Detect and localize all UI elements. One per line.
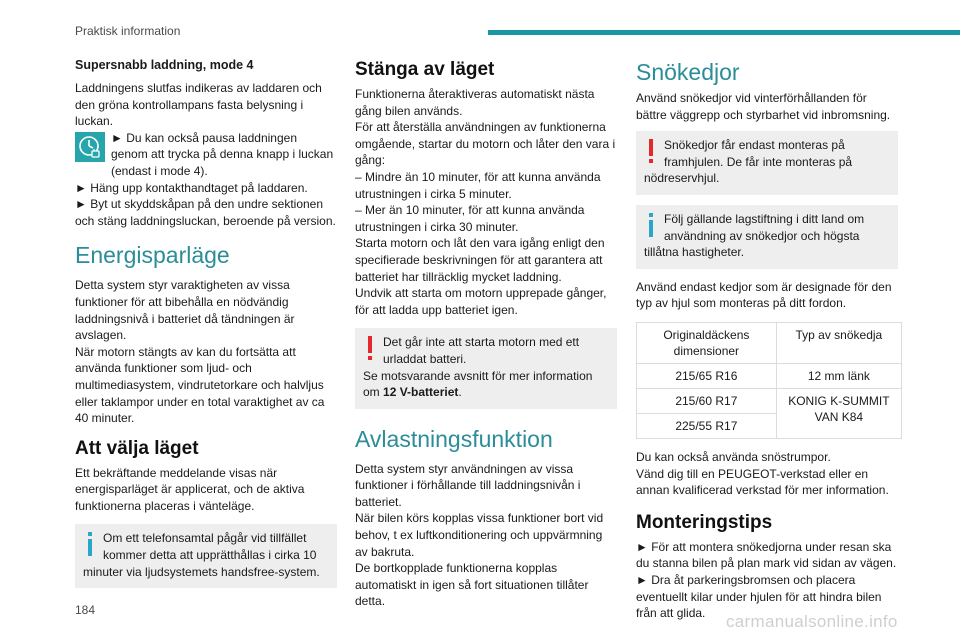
warning-icon: [644, 137, 662, 167]
load-shedding-p1: Detta system styr användningen av vissa funktioner i förhållande till laddningsnivån i batteriet.: [355, 461, 581, 509]
snow-chains-intro: Använd snökedjor vid vinterförhållanden för bättre väggrepp och styrbarhet vid inbromsning.: [636, 91, 891, 122]
disable-mode-p3: – Mindre än 10 minuter, för att kunna använda utrustningen i cirka 5 minuter.: [355, 169, 601, 201]
hang-connector-text: ► Häng upp kontakthandtaget på laddaren.: [75, 180, 308, 195]
disable-mode-p1: Funktionerna återaktiveras automatiskt nästa gång bilen används.: [355, 87, 595, 118]
warning-box-front-wheels: [636, 131, 898, 195]
warning-box-period: .: [458, 385, 462, 400]
mounting-tips-title: Monteringstips: [636, 511, 773, 533]
disable-mode-p4: – Mer än 10 minuter, för att kunna använda utrustningen i cirka 30 minuter.: [355, 203, 585, 234]
warning-box-battery-text-1: Det går inte att starta motorn med ett urladdat batteri.: [383, 335, 580, 366]
table-cell: KONIG K-SUMMIT VAN K84: [776, 388, 901, 438]
info-box-phone-call: [75, 524, 337, 588]
info-icon: [644, 211, 662, 241]
charge-pause-button-icon: [75, 132, 105, 162]
charging-end-text: Laddningens slutfas indikeras av laddaren och den gröna kontrollampans fasta belysning i luckan.: [75, 81, 322, 129]
warning-box-battery-text-2: Se motsvarande avsnitt för mer information om: [363, 368, 593, 400]
replace-cover-text: ► Byt ut skyddskåpan på den undre sektionen och stäng laddningsluckan, beroende på version.: [75, 197, 336, 228]
table-cell: 215/60 R17: [637, 388, 777, 413]
table-cell: 12 mm länk: [776, 363, 901, 388]
info-icon: [83, 530, 101, 560]
energy-saving-intro: Detta system styr varaktigheten av vissa funktioner för att bibehålla en nödvändig laddningsnivå i batteriet då tändningen är avslagen.: [75, 278, 295, 343]
energy-saving-title: Energisparläge: [75, 242, 230, 269]
info-box-legislation: [636, 205, 898, 269]
table-header-row: [637, 322, 902, 363]
table-cell: 225/55 R17: [637, 413, 777, 438]
snow-socks-text: Du kan också använda snöstrumpor.: [636, 449, 831, 464]
header-accent-bar: [488, 30, 960, 35]
disable-mode-p5: Starta motorn och låt den vara igång enligt den specifierade beskrivningen för att garantera att batteriet har tillräcklig mycket laddning.: [355, 236, 605, 284]
table-row: [637, 388, 902, 413]
pause-charging-label: ► Du kan också pausa laddningen genom att trycka på denna knapp i luckan (endast i mode 4).: [111, 130, 334, 178]
table-cell: 215/65 R16: [637, 363, 777, 388]
warning-icon: [363, 334, 381, 364]
warning-box-battery: [355, 328, 617, 408]
header-title: Praktisk information: [75, 24, 181, 38]
warning-box-front-wheels-text: Snökedjor får endast monteras på framhjulen. De får inte monteras på nödreservhjul.: [644, 138, 853, 186]
select-mode-title: Att välja läget: [75, 437, 199, 459]
energy-saving-details: När motorn stängts av kan du fortsätta att använda funktioner som ljud- och multimediasystem, vindrutetorkare och halvljus eller taklampor under en total varaktighet av ca 40 minuter.: [75, 344, 325, 426]
load-shedding-p2: När bilen körs kopplas vissa funktioner bort vid behov, t ex luftkonditionering och uppvärmning av bakruta.: [355, 511, 604, 559]
snow-chain-table: [636, 322, 902, 439]
table-row: [637, 363, 902, 388]
chain-type-text: Använd endast kedjor som är designade för den typ av hjul som monteras på ditt fordon.: [636, 279, 892, 311]
info-box-phone-call-text: Om ett telefonsamtal pågår vid tillfället kommer detta att upprätthållas i cirka 10 minuter via ljudsystemets handsfree-system.: [83, 531, 320, 579]
load-shedding-title: Avlastningsfunktion: [355, 425, 553, 452]
column-2: [355, 58, 617, 610]
mounting-tip-1: ► För att montera snökedjorna under resan ska du stanna bilen på plan mark vid sidan av vägen.: [636, 539, 897, 571]
snow-chains-title: Snökedjor: [636, 59, 740, 85]
table-header-chain: Typ av snökedja: [776, 322, 901, 363]
disable-mode-p6: Undvik att starta om motorn upprepade gånger, för att ladda upp batteriet igen.: [355, 286, 607, 317]
page-number: 184: [75, 603, 96, 617]
mounting-tip-2: ► Dra åt parkeringsbromsen och placera eventuellt kilar under hjulen för att hindra bilen från att glida.: [636, 572, 882, 621]
supercharge-heading: Supersnabb laddning, mode 4: [75, 58, 254, 72]
table-header-tyre: Originaldäckens dimensioner: [637, 322, 777, 363]
pause-charging-text: [75, 130, 337, 180]
watermark: carmanualsonline.info: [726, 612, 898, 631]
column-1: [75, 58, 337, 588]
select-mode-text: Ett bekräftande meddelande visas när energisparläget är applicerat, och de aktiva funktionerna placeras i vänteläge.: [75, 465, 305, 513]
battery-link-text: 12 V-batteriet: [383, 385, 459, 400]
disable-mode-title: Stänga av läget: [355, 59, 495, 80]
workshop-text: Vänd dig till en PEUGEOT-verkstad eller en annan kvalificerad verkstad för mer information.: [636, 466, 889, 498]
info-box-legislation-text: Följ gällande lagstiftning i ditt land om användning av snökedjor och högsta tillåtna hastigheter.: [644, 211, 865, 260]
load-shedding-p3: De bortkopplade funktionerna kopplas automatiskt in igen så fort situationen tillåter detta.: [355, 561, 589, 609]
disable-mode-p2: För att återställa användningen av funktionerna omgående, startar du motorn och låter den vara i gång:: [355, 120, 616, 168]
column-3: [636, 58, 898, 622]
